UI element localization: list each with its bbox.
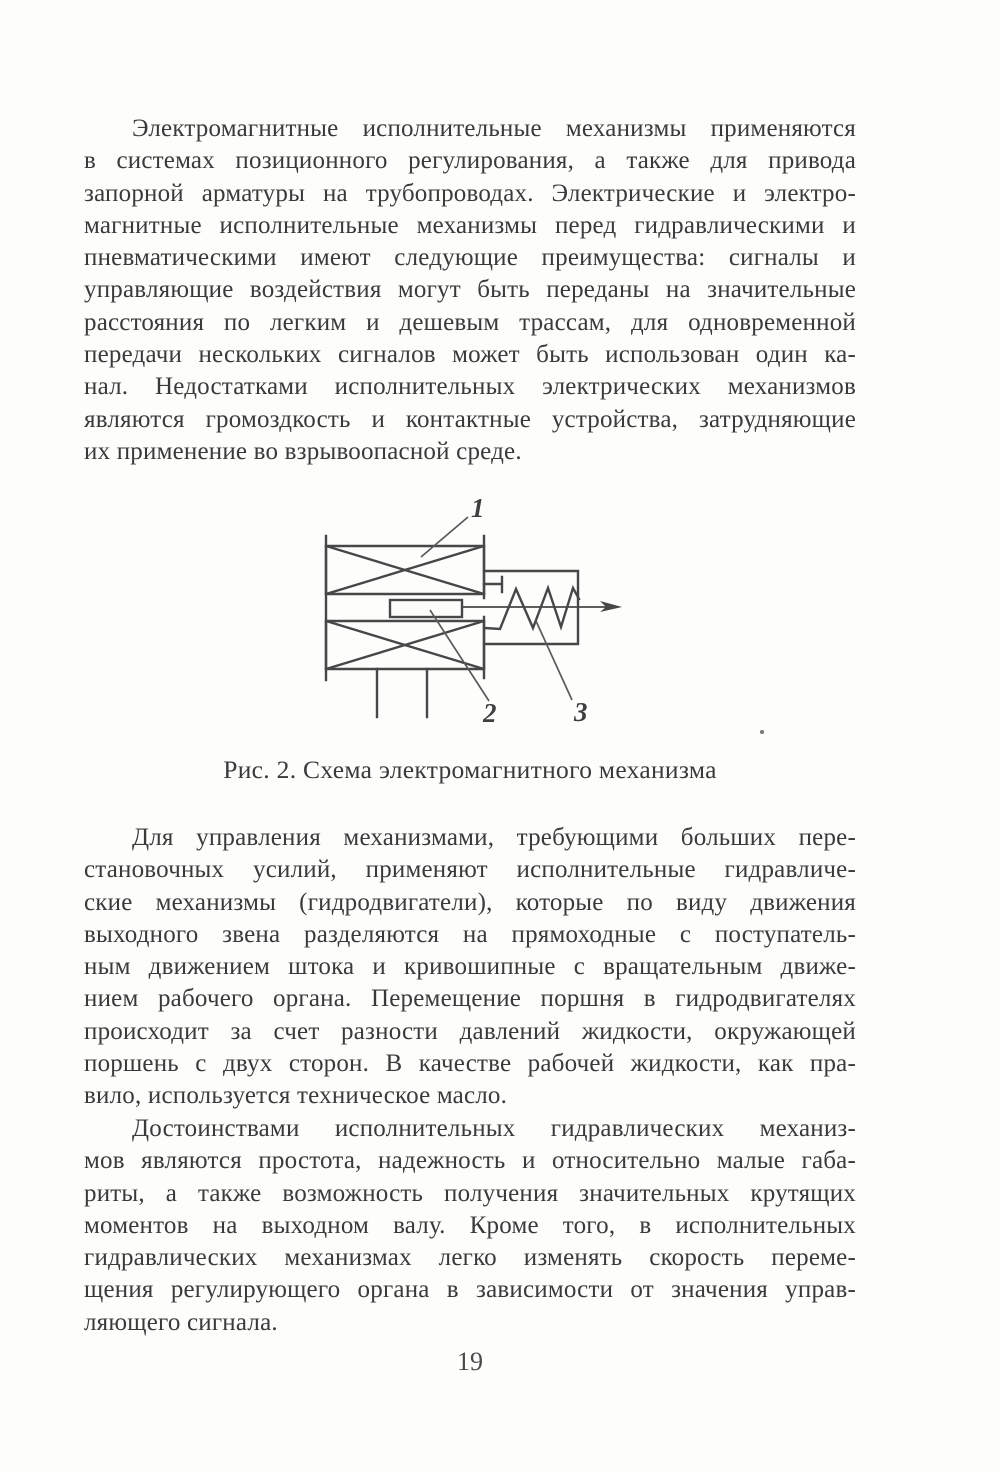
text-line: нал. Недостатками исполнительных электрических механизмов [84,373,856,401]
stop-connector [484,577,502,592]
text-line: ным движением штока и кривошипные с вращательным движе- [84,953,856,981]
text-line: выходного звена разделяются на прямоходные с поступатель- [84,920,856,948]
text-line: управляющие воздействия могут быть переданы на значительные [84,276,856,304]
text-line: их применение во взрывоопасной среде. [84,437,522,465]
leader-lines [421,517,572,701]
figure-caption: Рис. 2. Схема электромагнитного механизма [223,755,717,784]
figure-label-2: 2 [483,698,497,728]
text-line: Электромагнитные исполнительные механизмы применяются [132,115,856,142]
text-line: Для управления механизмами, требующими больших пере- [132,824,856,851]
figure-label-1: 1 [471,493,485,523]
text-line: передачи нескольких сигналов может быть использован один ка- [84,341,856,369]
text-line: мов являются простота, надежность и относительно малые габа- [84,1147,856,1175]
paragraph-hydraulic-intro [84,822,856,1113]
mounting-legs [377,669,427,717]
coil-bottom [326,621,484,669]
text-line: ские механизмы (гидродвигатели), которые по виду движения [84,888,856,916]
scan-artifact-dot [760,730,764,734]
text-line: вило, используется техническое масло. [84,1082,508,1110]
text-line: Достоинствами исполнительных гидравлических механиз- [132,1115,856,1142]
schematic-linework [326,536,622,717]
text-line: являются громоздкость и контактные устройства, затрудняющие [84,405,856,433]
page-number: 19 [457,1347,483,1376]
text-line: происходит за счет разности давлений жидкости, окружающей [84,1017,856,1045]
text-line: поршень с двух сторон. В качестве рабочей жидкости, как пра- [84,1050,856,1078]
text-line: пневматическими имеют следующие преимущества: сигналы и [84,244,856,272]
leader-line-1 [421,517,468,557]
leader-line-3 [536,621,572,700]
spring-zigzag [484,588,579,629]
text-line: магнитные исполнительные механизмы перед гидравлическими и [84,211,856,239]
text-line: запорной арматуры на трубопроводах. Электрические и электро- [84,179,856,207]
text-line: расстояния по легким и дешевым трассам, для одновременной [84,308,856,336]
text-line: моментов на выходном валу. Кроме того, в исполнительных [84,1211,856,1239]
figure-label-3: 3 [574,697,588,727]
figure-electromagnetic-mechanism-schematic [310,488,655,740]
coil-top [326,546,484,594]
text-line: нием рабочего органа. Перемещение поршня в гидродвигателях [84,985,856,1013]
text-line: риты, а также возможность получения значительных крутящих [84,1179,856,1207]
paragraph-hydraulic-advantages [84,1113,856,1339]
text-line: в системах позиционного регулирования, а также для привода [84,147,856,175]
text-line: ляющего сигнала. [84,1308,278,1336]
text-line: становочных усилий, применяют исполнительные гидравличе- [84,856,856,884]
text-line: щения регулирующего органа в зависимости от значения управ- [84,1276,856,1304]
armature-rect [390,600,462,617]
paragraph-electromagnetic [84,113,856,468]
text-line: гидравлических механизмах легко изменять скорость переме- [84,1244,856,1272]
